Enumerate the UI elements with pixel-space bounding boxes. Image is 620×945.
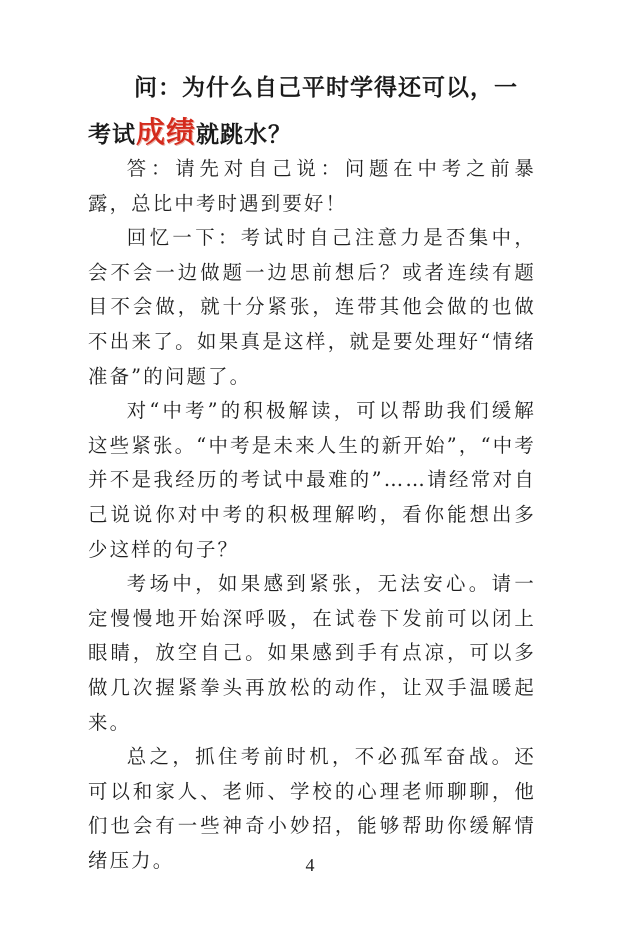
page-number: 4	[305, 855, 315, 875]
question-heading	[88, 66, 538, 157]
answer-paragraph: 对“中考”的积极解读，可以帮助我们缓解这些紧张。“中考是未来人生的新开始”，“中考并不是我经历的考试中最难的”……请经常对自己说说你对中考的积极理解哟，看你能想出多少这样的句子？	[88, 399, 536, 561]
answer-body	[88, 152, 536, 878]
answer-paragraph: 答：请先对自己说：问题在中考之前暴露，总比中考时遇到要好！	[88, 157, 536, 215]
question-text-part-2: 就跳水？	[196, 122, 293, 148]
question-text-part-1: 问：为什么自己平时学得还可以，一考试	[88, 75, 518, 148]
question-highlight-word: 成绩	[136, 115, 197, 149]
answer-paragraph: 总之，抓住考前时机，不必孤军奋战。还可以和家人、老师、学校的心理老师聊聊，他们也会有一些神奇小妙招，能够帮助你缓解情绪压力。	[88, 745, 536, 872]
answer-paragraph: 考场中，如果感到紧张，无法安心。请一定慢慢地开始深呼吸，在试卷下发前可以闭上眼睛，放空自己。如果感到手有点凉，可以多做几次握紧拳头再放松的动作，让双手温暖起来。	[88, 572, 536, 734]
answer-paragraph: 回忆一下：考试时自己注意力是否集中，会不会一边做题一边思前想后？或者连续有题目不会做，就十分紧张，连带其他会做的也做不出来了。如果真是这样，就是要处理好“情绪准备”的问题了。	[88, 226, 536, 388]
